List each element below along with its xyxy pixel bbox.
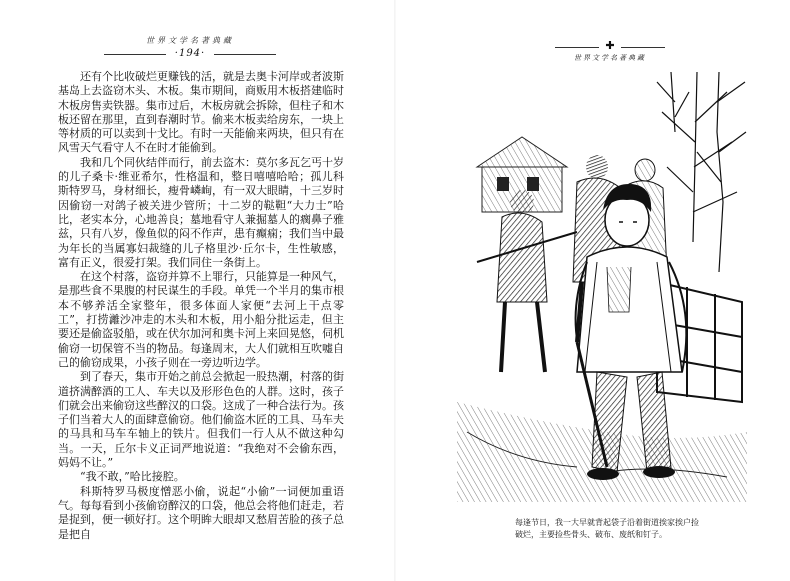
series-title: 世界文学名著典藏 [574,54,646,62]
header-rule [100,48,280,60]
paragraph: “我不敢，”哈比接腔。 [80,470,185,484]
running-header-right [555,39,665,63]
paragraph: 到了春天，集市开始之前总会掀起一股热潮，村落的街道挤满醉酒的工人、车夫以及形形色色的人群。这时，孩子们就会出来偷窃这些醉汉的口袋。这成了一种合法行为。孩子们当着大人的面肆意偷窃。他们偷盗木匠的工具、马车夫的马具和马车车轴上的铁片。但我们一行人从不做这种勾当。一天，丘尔卡义正词严地说道：“我绝对不会偷东西，妈妈不让。” [58,370,344,470]
caption-line: 破烂，主要捡些骨头、破布、废纸和钉子。 [515,530,667,539]
ornament-icon: ✚ [605,39,615,52]
running-header [100,36,280,60]
series-title: 世界文学名著典藏 [146,36,234,45]
paragraph: 科斯特罗马极度憎恶小偷，说起“小偷”一词便加重语气。每每看到小孩偷窃醉汉的口袋，他总会将他们赶走，若是捉到，便一顿好打。这个明眸大眼却又愁眉苦脸的孩子总是把自 [58,484,344,541]
paragraph: 还有个比收破烂更赚钱的活，就是去奥卡河岸或者波斯基岛上去盗窃木头、木板。集市期间，商贩用木板搭建临时木板房售卖铁器。集市过后，木板房就会拆除，但柱子和木板还留在那里，直到春潮时节。偷来木板卖给房东，一块上等材质的可以卖到十戈比。有时一天能偷来两块，但只有在风雪天气看守人不在时才能偷到。 [58,70,344,155]
page-number-value: 194 [178,48,202,59]
illustration [457,72,747,502]
paragraph: 我和几个同伙结伴而行，前去盗木：莫尔多瓦乞丐十岁的儿子桑卡·维亚希尔，性格温和，整日嘻嘻哈哈；孤儿科斯特罗马，身材细长，瘦骨嶙峋，有一双大眼睛，十三岁时因偷窃一对鸽子被关进少管所；十二岁的鞑靼“大力士”哈比，老实本分，心地善良；墓地看守人兼掘墓人的瘸鼻子雅兹，只有八岁，像鱼似的闷不作声，患有癫痫；我们当中最为年长的当属寡妇裁缝的儿子格里沙·丘尔卡，生性敏感，富有正义，很爱打架。我们同住一条街上。 [58,155,344,269]
caption-line: 每逢节日，我一大早就背起袋子沿着街道挨家挨户捡 [515,518,699,527]
body-text [58,70,344,542]
right-page [395,0,790,581]
illustration-caption [515,517,755,541]
paragraph: 在这个村落，盗窃并算不上罪行，只能算是一种风气，是那些食不果腹的村民谋生的手段。单凭一个半月的集市根本不够养活全家整年，很多体面人家便“去河上干点零工”，打捞灕沙冲走的木头和木板，用小船分批运走，但主要还是偷盗驳船，或在伏尔加河和奥卡河上来回晃悠，伺机偷窃一切保管不当的物品。每逢周末，大人们就相互吹嘘自己的偷窃成果，小孩子则在一旁边听边学。 [58,270,344,369]
header-ornament [555,39,665,52]
page-number: ·194· [174,48,206,59]
